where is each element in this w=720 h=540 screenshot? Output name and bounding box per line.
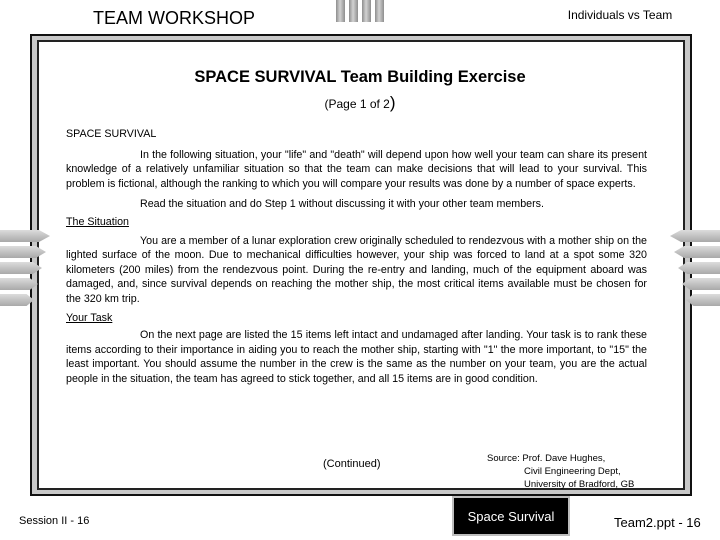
page-indicator [0,93,720,113]
slide-title: SPACE SURVIVAL Team Building Exercise [194,68,526,86]
source-attribution [487,452,634,491]
exercise-body [66,127,647,387]
space-survival-button[interactable] [452,496,570,536]
right-tab-decoration [670,230,720,310]
source-line: University of Bradford, GB [524,479,635,490]
task-heading: Your Task [66,311,113,324]
session-label: Session II - 16 [19,515,90,527]
source-line: Source: Prof. Dave Hughes, [487,453,606,464]
continued-label: (Continued) [323,458,381,470]
intro-paragraph: In the following situation, your "life" and "death" will depend upon how well your team can share its present knowledge of a relatively unfamiliar situation so that the team can make decisions that will lead to your survival. This problem is fictional, although the ranking to which you will compare your results was done by a number of space experts. [66,148,647,190]
situation-paragraph: You are a member of a lunar exploration crew originally scheduled to rendezvous with a mother ship on the lighted surface of the moon. Due to mechanical difficulties however, your ship was forced to land at a spot some 320 kilometers (200 miles) from the rendezvous point. During the re-entry and landing, much of the equipment aboard was damaged, and, since survival depends on reaching the mother ship, the most critical items available must be chosen for the 320 km trip. [66,234,647,305]
header-stripes-decoration [336,0,384,22]
instruction-paragraph: Read the situation and do Step 1 without discussing it with your other team members. [140,198,544,211]
space-survival-button-label: Space Survival [467,508,555,524]
file-reference: Team2.ppt - 16 [614,515,701,530]
left-tab-decoration [0,230,50,310]
task-paragraph: On the next page are listed the 15 items left intact and undamaged after landing. Your task is to rank these items according to their importance in aiding you to reach the mother ship, starting with "1" the more important, to "15" the least important. You should assume the number in the crew is the same as the number on your team, you are the actual people in the situation, the team has agreed to stick together, and all 15 items are in good condition. [66,329,647,385]
section-title: SPACE SURVIVAL [66,128,157,140]
page-indicator-paren: ) [389,93,396,112]
page-indicator-text: (Page 1 of 2 [324,97,390,111]
situation-heading: The Situation [66,215,129,228]
workshop-title: TEAM WORKSHOP [93,8,256,28]
header-subtitle: Individuals vs Team [567,8,673,22]
source-line: Civil Engineering Dept, [524,466,621,477]
